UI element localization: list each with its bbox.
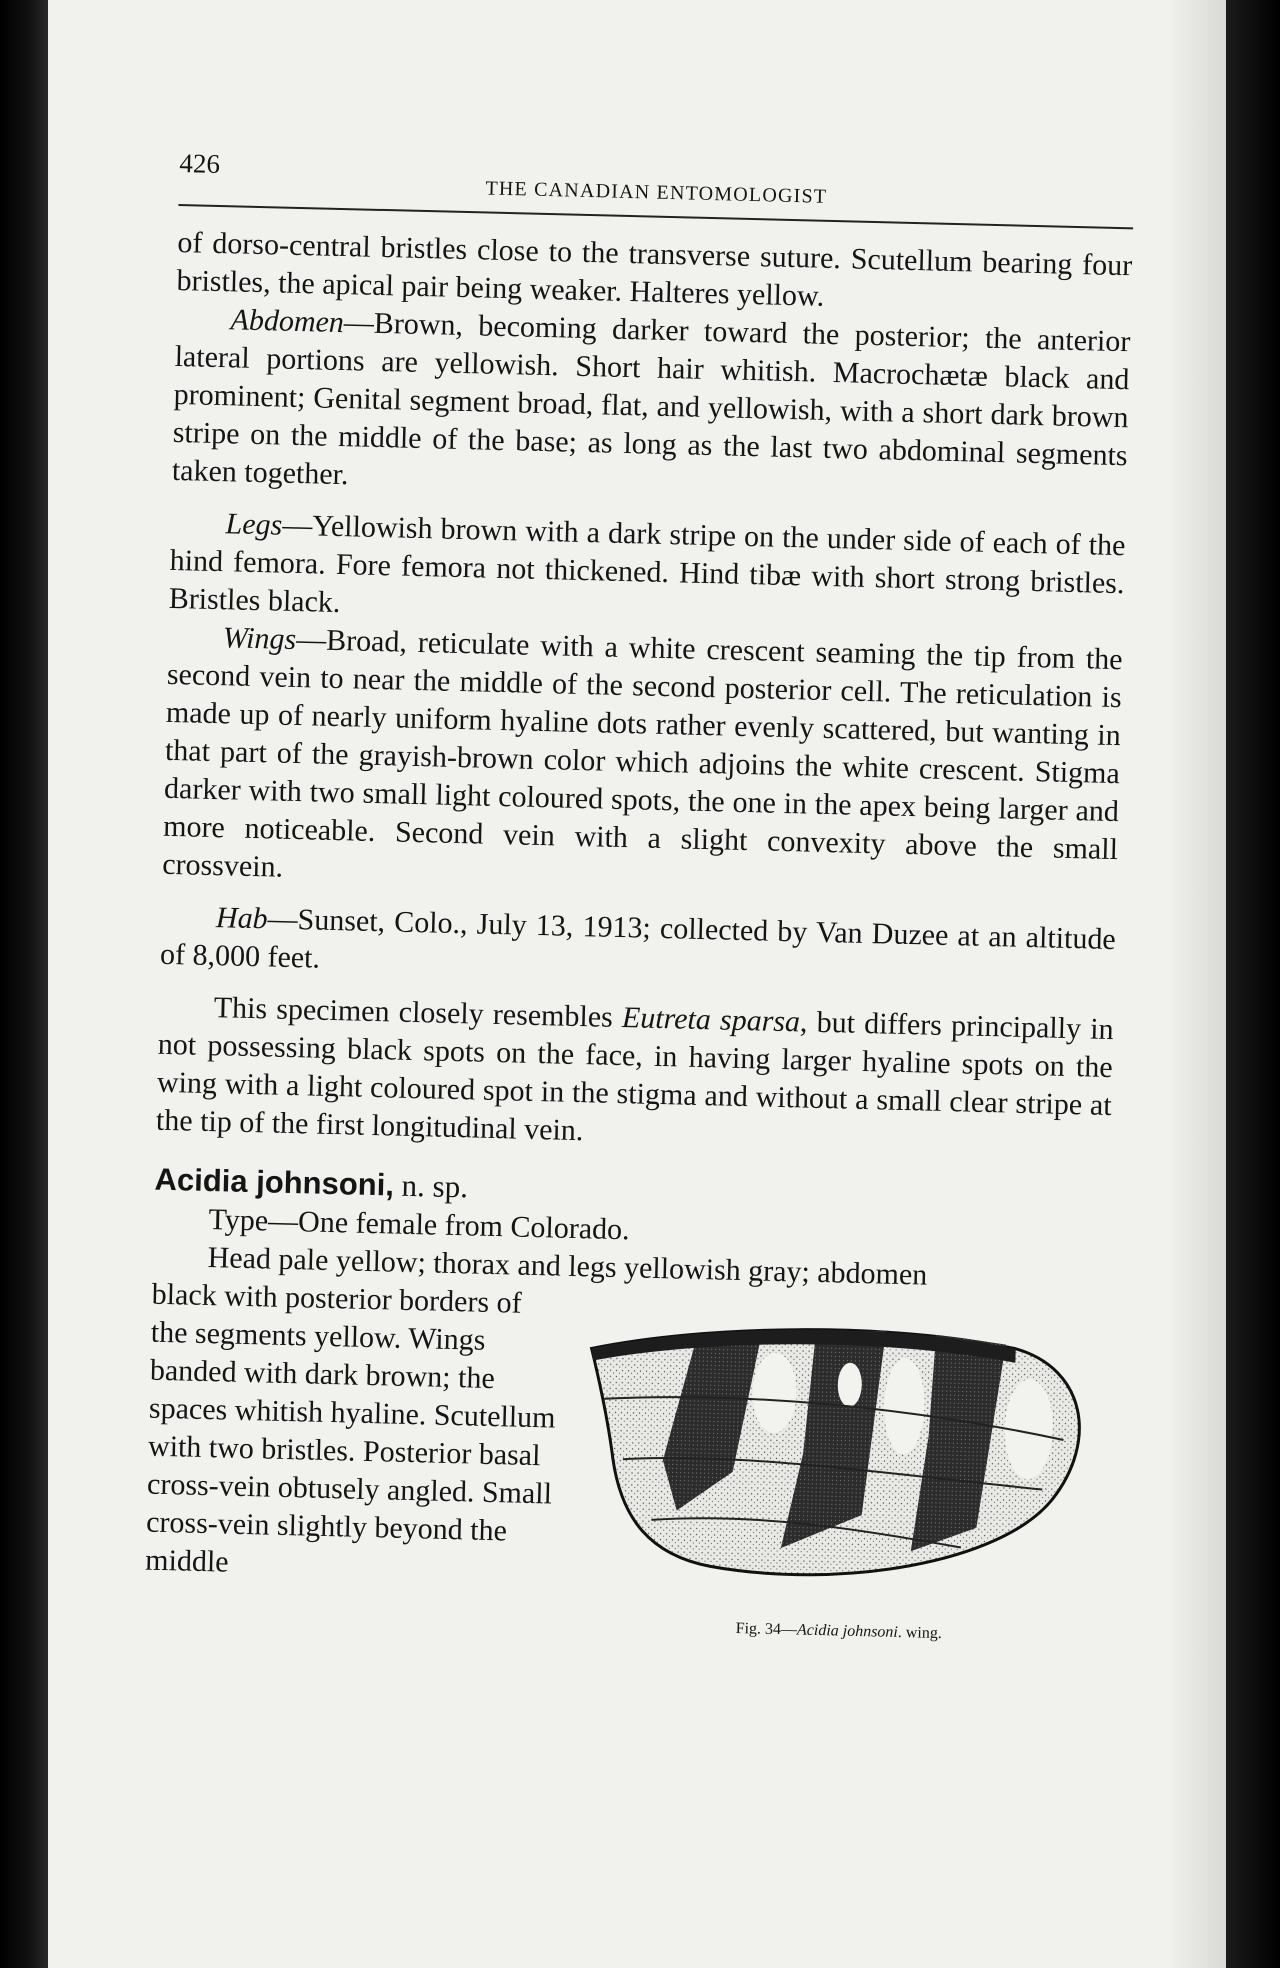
paragraph-thorax-end: of dorso-central bristles close to the transverse suture. Scutellum bearing four bristles, the apical pair being weaker. Halteres yellow. <box>176 225 1133 313</box>
page-number: 426 <box>179 147 221 179</box>
habitat-heading: Hab <box>215 901 269 936</box>
figure-caption <box>579 1616 1099 1647</box>
comparison-after: , but differs principally in not possessing black spots on the face, in having larger hyaline spots on the wing with a light coloured spot in the stigma and without a small clear stripe at the tip of the first longitudinal vein. <box>155 1005 1114 1148</box>
caption-species: Acidia johnsoni <box>796 1621 899 1641</box>
species-abbr: n. sp. <box>401 1167 469 1205</box>
scan-border-left <box>0 0 48 1968</box>
paragraph-wings <box>162 618 1123 907</box>
species-name: Acidia johnsoni, <box>154 1161 395 1203</box>
paragraph-abdomen <box>171 300 1130 513</box>
wing-illustration <box>579 1308 1106 1621</box>
legs-heading: Legs <box>225 507 283 542</box>
body-text <box>144 224 1133 1643</box>
wings-text: —Broad, reticulate with a white crescent seaming the tip from the second vein to near the middle of the second posterior cell. The reticulation is made up of nearly uniform hyaline dots rather evenly scattered, but wanting in that part of the grayish-brown color which adjoins the white crescent. Stigma darker with two small light coloured spots, the one in the apex being larger and more noticeable. Second vein with a slight convexity above the small crossvein. <box>161 622 1123 884</box>
legs-text: —Yellowish brown with a dark stripe on the under side of each of the hind femora. Fore femora not thickened. Hind tibæ with short strong bristles. Bristles black. <box>168 508 1126 620</box>
comparison-species: Eutreta sparsa <box>621 1001 801 1039</box>
paragraph-habitat <box>160 898 1117 997</box>
scan-border-right <box>1226 0 1280 1968</box>
running-title: THE CANADIAN ENTOMOLOGIST <box>485 177 828 208</box>
abdomen-text: —Brown, becoming darker toward the posterior; the anterior lateral portions are yellowish. Short hair whitish. Macrochætæ black and prominent; Genital segment broad, flat, and yellowish, with a short dark brown stripe on the middle of the base; as long as the last two abdominal segments taken together. <box>171 306 1131 492</box>
caption-prefix: Fig. 34— <box>735 1620 798 1639</box>
wing-figure <box>579 1308 1107 1647</box>
paragraph-type: Type—One female from Colorado. <box>208 1203 631 1247</box>
comparison-before: This specimen closely resembles <box>213 991 623 1035</box>
page-header <box>178 140 1134 229</box>
page-content <box>144 140 1135 1647</box>
abdomen-heading: Abdomen <box>230 303 345 340</box>
habitat-text: —Sunset, Colo., July 13, 1913; collected by Van Duzee at an altitude of 8,000 feet. <box>159 902 1117 975</box>
caption-suffix: . wing. <box>897 1623 943 1643</box>
wings-heading: Wings <box>222 621 297 656</box>
paragraph-description-wrap: black with posterior borders of the segments yellow. Wings banded with dark brown; the spaces whitish hyaline. Scutellum with two bristles. Posterior basal cross-vein obtusely angled. Small cross-vein slightly beyond the middle <box>144 1277 556 1579</box>
paragraph-comparison <box>156 988 1114 1163</box>
book-page <box>48 0 1226 1968</box>
paragraph-description-lead: Head pale yellow; thorax and legs yellowish gray; abdomen <box>207 1241 928 1292</box>
